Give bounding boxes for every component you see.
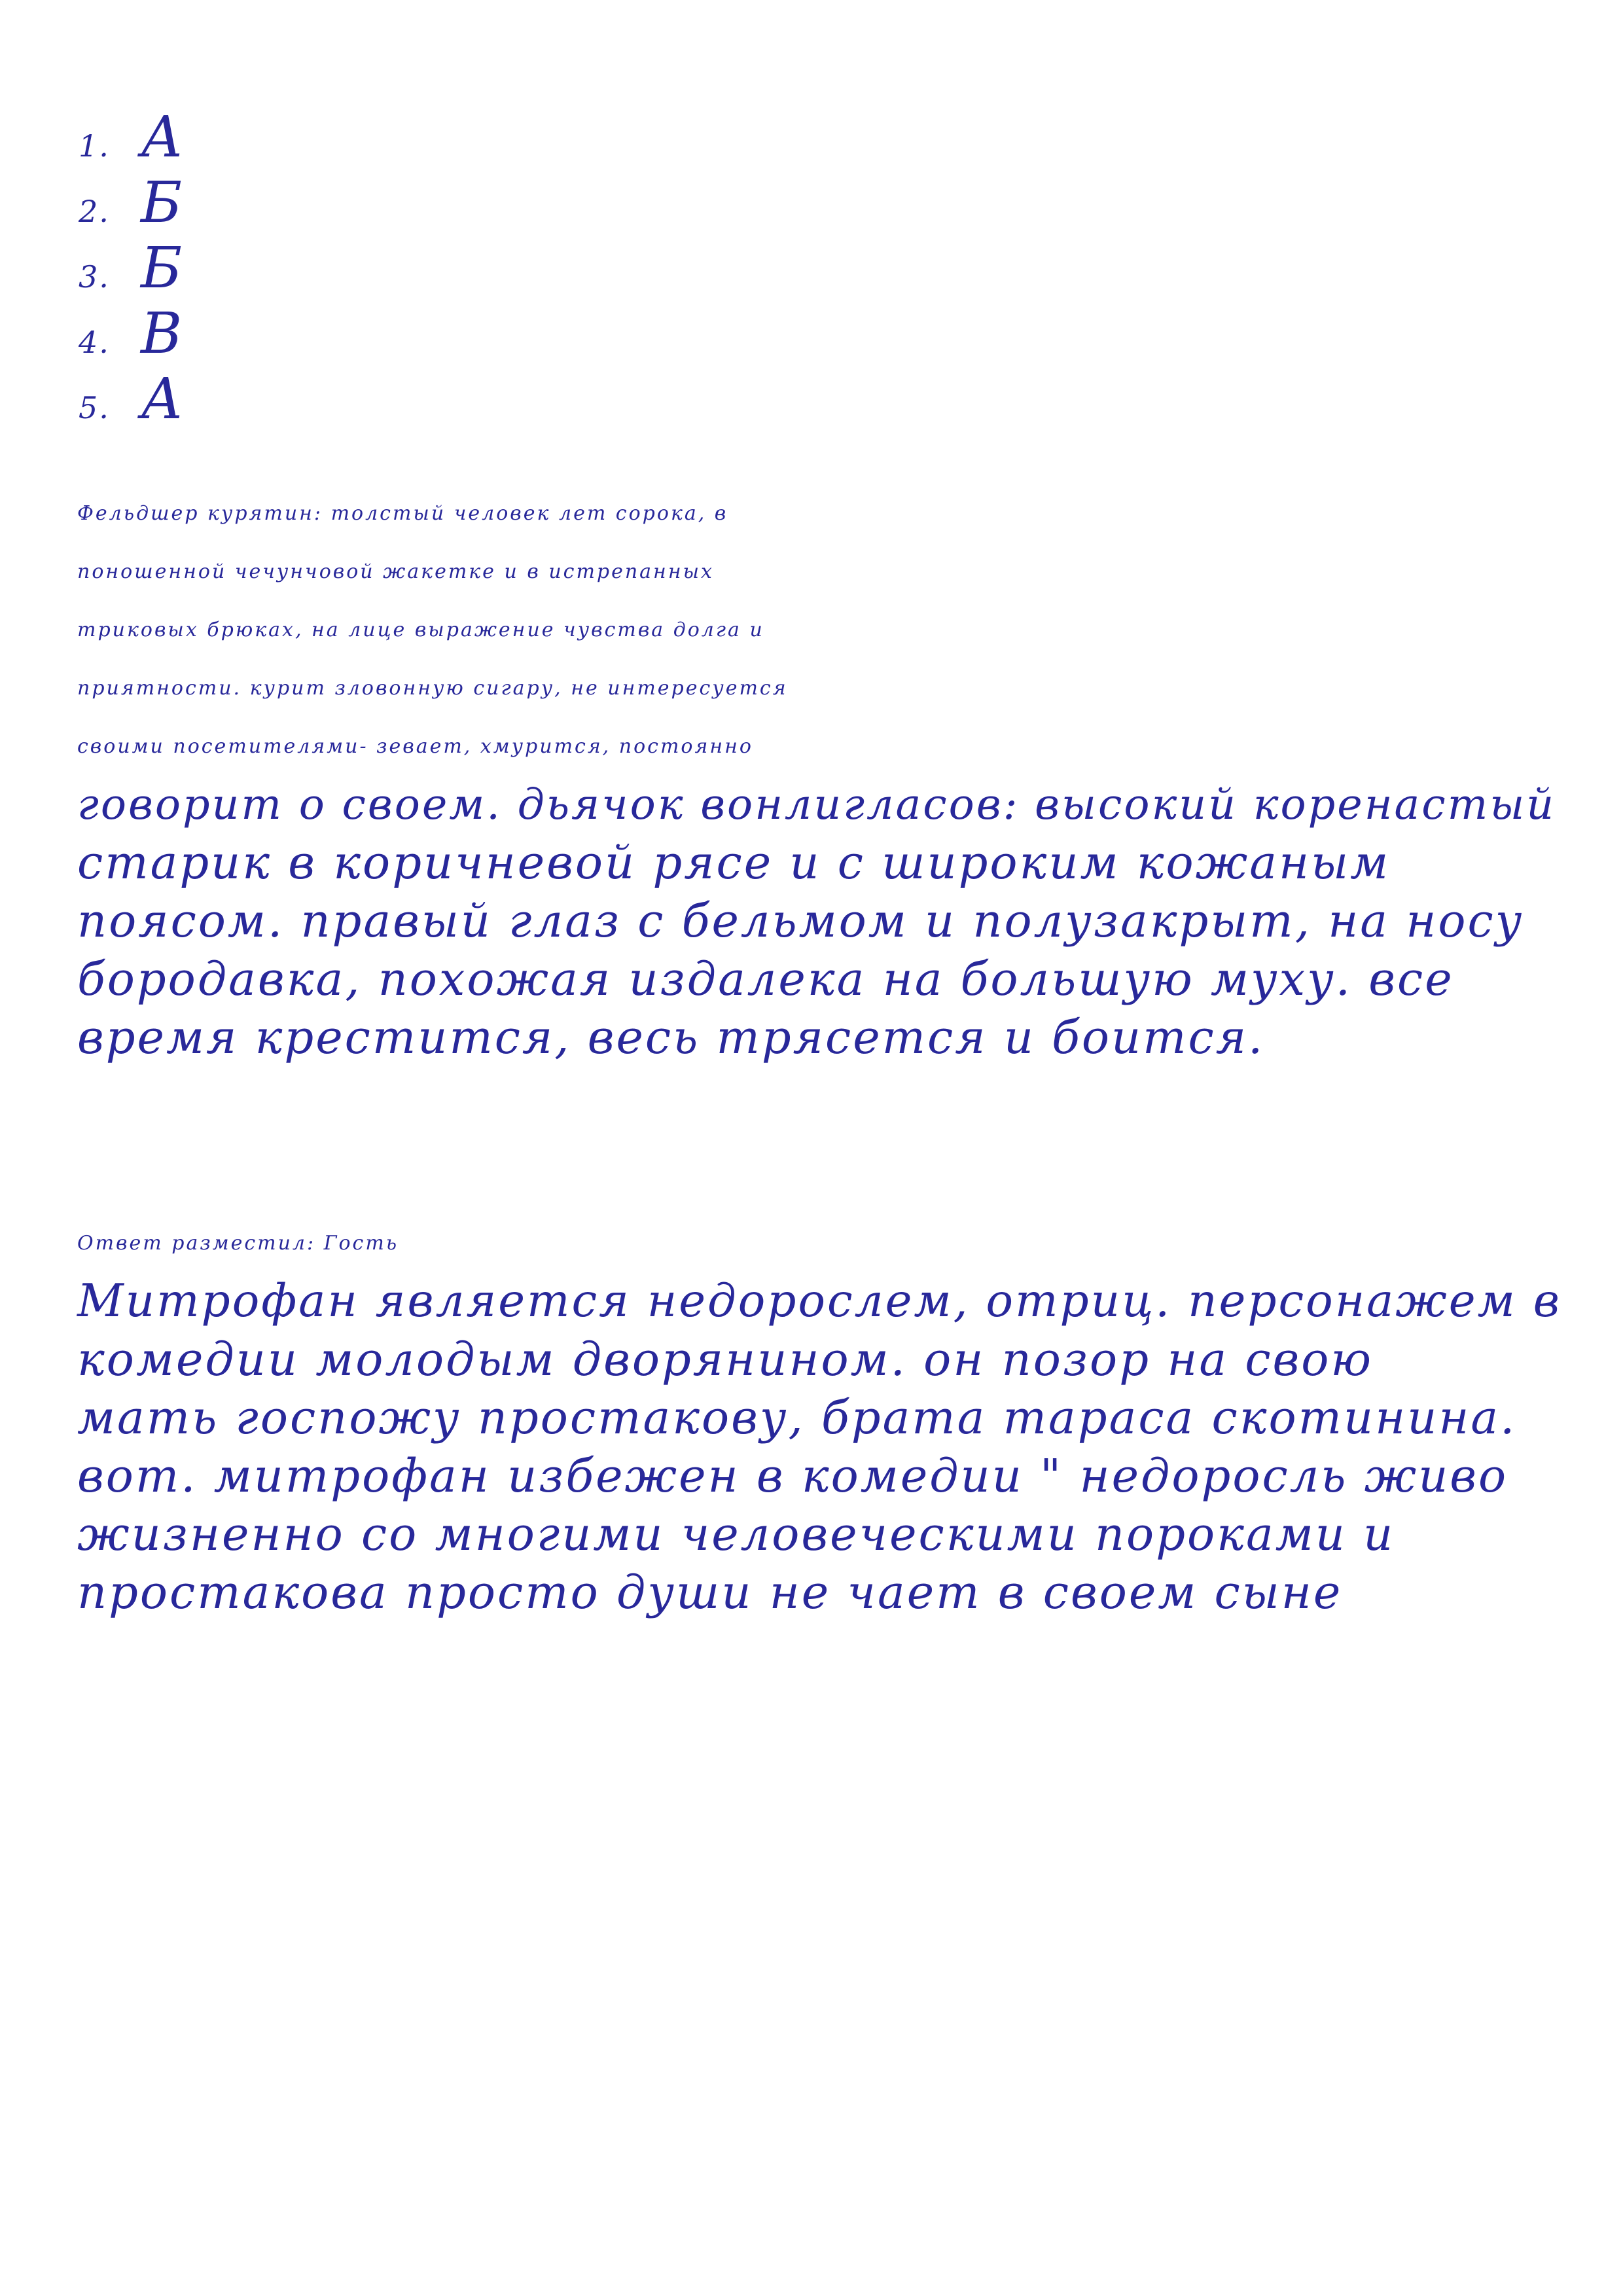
answer-number: 2.	[79, 194, 110, 229]
answer-item	[79, 301, 183, 367]
text-line: говорит о своем. дьячок вонлигласов: высокий коренастый	[77, 780, 1556, 829]
answer-number: 4.	[79, 325, 110, 360]
text-line: старик в коричневой рясе и с широким кожаным	[77, 836, 1391, 889]
text-line: вот. митрофан избежен в комедии " недоросль живо	[77, 1449, 1508, 1503]
text-line: Митрофан является недорослем, отриц. персонажем в	[77, 1275, 1561, 1327]
text-line: своими посетителями- зевает, хмурится, постоянно	[77, 735, 753, 758]
text-line: триковых брюках, на лице выражение чувства долга и	[77, 619, 764, 641]
answer-item	[79, 236, 183, 301]
text-line: бородавка, похожая издалека на большую муху. все	[77, 952, 1454, 1006]
text-line: простакова просто души не чает в своем сыне	[77, 1566, 1343, 1619]
text-line: поношенной чечунчовой жакетке и в истрепанных	[77, 560, 714, 583]
text-line: жизненно со многими человеческими пороками и	[77, 1507, 1395, 1561]
answer-item	[79, 170, 183, 236]
answer-number: 5.	[79, 390, 110, 425]
text-line: Фельдшер курятин: толстый человек лет сорока, в	[77, 502, 728, 525]
text-line: комедии молодым дворянином. он позор на свою	[77, 1333, 1374, 1386]
answer-letter: В	[141, 301, 183, 367]
answer-letter: Б	[141, 170, 183, 236]
answer-letter: Б	[141, 236, 183, 301]
text-line: приятности. курит зловонную сигару, не интересуется	[77, 677, 788, 700]
answer-item	[79, 367, 183, 432]
paragraph-characters	[77, 484, 1556, 1067]
answer-author-line: Ответ разместил: Гость	[77, 1232, 399, 1255]
answer-letter: А	[141, 367, 184, 432]
text-line: мать госпожу простакову, брата тараса скотинина.	[77, 1391, 1517, 1444]
answer-item	[79, 105, 183, 170]
answer-number: 3.	[79, 259, 110, 295]
answer-letter: А	[141, 105, 184, 170]
text-line: поясом. правый глаз с бельмом и полузакрыт, на носу	[77, 894, 1524, 948]
paragraph-answer	[77, 1214, 1561, 1622]
answer-list	[79, 105, 183, 432]
answer-number: 1.	[79, 128, 110, 164]
text-line: время крестится, весь трясется и боится.	[77, 1011, 1265, 1064]
